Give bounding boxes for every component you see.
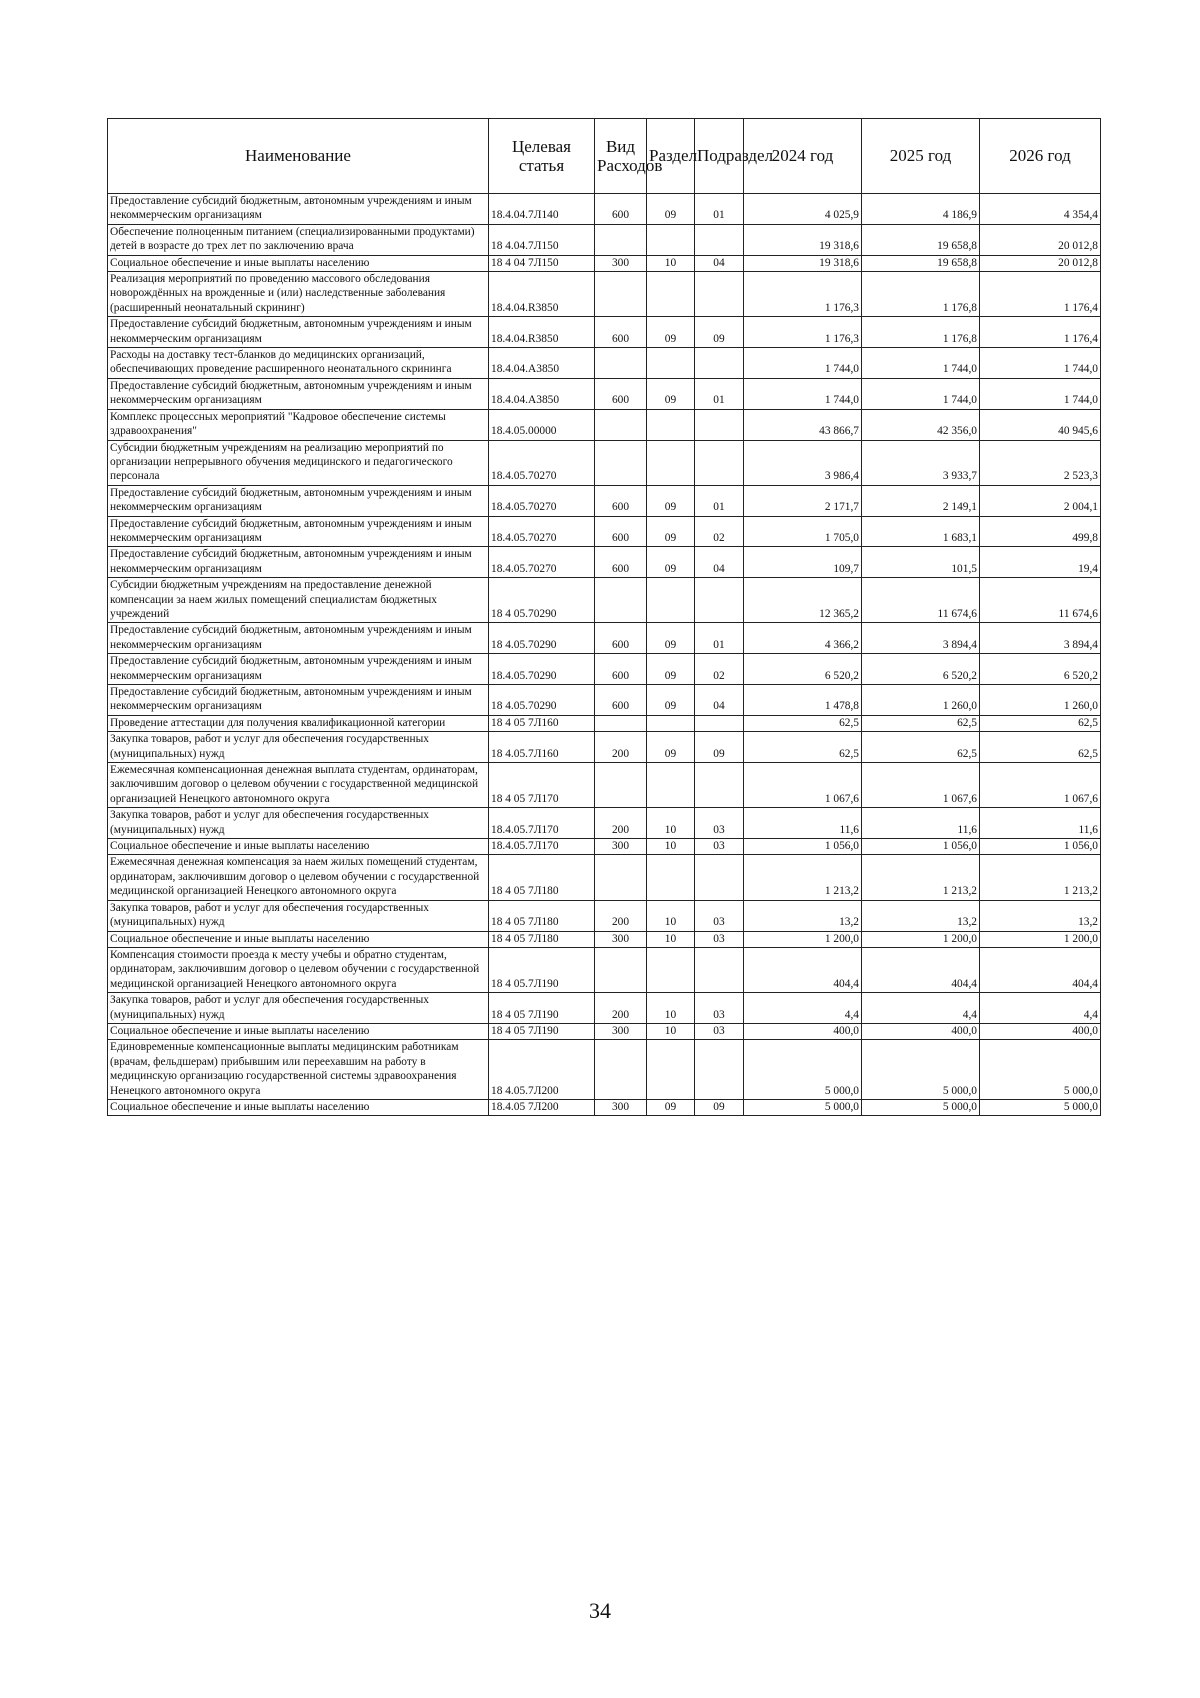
cell-type: 600 <box>595 485 647 516</box>
cell-y2026: 20 012,8 <box>980 224 1101 255</box>
cell-target: 18.4.05 7Л200 <box>489 1099 595 1115</box>
cell-type: 600 <box>595 547 647 578</box>
cell-name: Предоставление субсидий бюджетным, автономным учреждениям и иным некоммерческим организациям <box>108 317 489 348</box>
cell-y2025: 4,4 <box>862 993 980 1024</box>
cell-type: 300 <box>595 931 647 947</box>
cell-name: Реализация мероприятий по проведению массового обследования новорождённых на врожденные и (или) наследственные заболевания (расширенный неонатальный скрининг) <box>108 272 489 317</box>
cell-y2025: 62,5 <box>862 715 980 731</box>
cell-name: Социальное обеспечение и иные выплаты населению <box>108 1099 489 1115</box>
cell-y2024: 11,6 <box>744 808 862 839</box>
cell-y2026: 1 744,0 <box>980 348 1101 379</box>
table-row <box>108 1023 1101 1039</box>
cell-y2025: 19 658,8 <box>862 224 980 255</box>
header-section: Раздел <box>647 119 695 194</box>
table-row <box>108 715 1101 731</box>
cell-y2024: 2 171,7 <box>744 485 862 516</box>
cell-subsection <box>695 224 744 255</box>
cell-y2026: 19,4 <box>980 547 1101 578</box>
cell-target: 18.4.04.7Л140 <box>489 194 595 225</box>
cell-name: Предоставление субсидий бюджетным, автономным учреждениям и иным некоммерческим организациям <box>108 685 489 716</box>
cell-section: 09 <box>647 623 695 654</box>
cell-y2026: 6 520,2 <box>980 654 1101 685</box>
cell-y2025: 13,2 <box>862 900 980 931</box>
header-type: Вид Расходов <box>595 119 647 194</box>
cell-subsection: 03 <box>695 993 744 1024</box>
cell-name: Единовременные компенсационные выплаты медицинским работникам (врачам, фельдшерам) прибывшим или переехавшим на работу в медицинскую организацию государственной системы здравоохранения Ненецкого автономного округа <box>108 1040 489 1100</box>
cell-section <box>647 348 695 379</box>
cell-section: 09 <box>647 317 695 348</box>
cell-name: Предоставление субсидий бюджетным, автономным учреждениям и иным некоммерческим организациям <box>108 547 489 578</box>
cell-target: 18 4 05 7Л160 <box>489 715 595 731</box>
cell-y2024: 1 478,8 <box>744 685 862 716</box>
cell-name: Закупка товаров, работ и услуг для обеспечения государственных (муниципальных) нужд <box>108 993 489 1024</box>
cell-subsection: 02 <box>695 516 744 547</box>
cell-y2026: 4 354,4 <box>980 194 1101 225</box>
cell-name: Проведение аттестации для получения квалификационной категории <box>108 715 489 731</box>
cell-type: 300 <box>595 255 647 271</box>
cell-y2024: 109,7 <box>744 547 862 578</box>
cell-y2024: 3 986,4 <box>744 440 862 485</box>
table-body <box>108 194 1101 1116</box>
cell-y2026: 1 213,2 <box>980 855 1101 900</box>
cell-type <box>595 224 647 255</box>
table-row <box>108 623 1101 654</box>
cell-type <box>595 715 647 731</box>
cell-y2025: 101,5 <box>862 547 980 578</box>
cell-section <box>647 409 695 440</box>
table-row <box>108 1099 1101 1115</box>
cell-subsection: 01 <box>695 485 744 516</box>
cell-y2024: 1 200,0 <box>744 931 862 947</box>
cell-y2024: 4 366,2 <box>744 623 862 654</box>
cell-y2024: 1 744,0 <box>744 378 862 409</box>
table-row <box>108 763 1101 808</box>
cell-section: 09 <box>647 194 695 225</box>
page-number: 34 <box>589 1598 611 1623</box>
cell-name: Закупка товаров, работ и услуг для обеспечения государственных (муниципальных) нужд <box>108 900 489 931</box>
cell-y2026: 1 056,0 <box>980 839 1101 855</box>
cell-y2026: 400,0 <box>980 1023 1101 1039</box>
cell-y2026: 1 744,0 <box>980 378 1101 409</box>
cell-name: Социальное обеспечение и иные выплаты населению <box>108 255 489 271</box>
cell-y2025: 1 067,6 <box>862 763 980 808</box>
cell-y2025: 404,4 <box>862 947 980 992</box>
cell-section: 09 <box>647 732 695 763</box>
cell-y2025: 1 200,0 <box>862 931 980 947</box>
table-row <box>108 654 1101 685</box>
cell-subsection: 01 <box>695 194 744 225</box>
cell-section: 10 <box>647 1023 695 1039</box>
cell-y2026: 13,2 <box>980 900 1101 931</box>
cell-target: 18 4.05.70290 <box>489 623 595 654</box>
cell-subsection <box>695 578 744 623</box>
cell-y2025: 6 520,2 <box>862 654 980 685</box>
cell-y2024: 5 000,0 <box>744 1040 862 1100</box>
cell-type: 300 <box>595 839 647 855</box>
cell-target: 18 4.05.7Л200 <box>489 1040 595 1100</box>
cell-y2026: 1 260,0 <box>980 685 1101 716</box>
table-row <box>108 378 1101 409</box>
cell-section <box>647 440 695 485</box>
cell-y2025: 11,6 <box>862 808 980 839</box>
cell-target: 18 4.05.70290 <box>489 685 595 716</box>
cell-name: Ежемесячная денежная компенсация за наем жилых помещений студентам, ординаторам, заключившим договор о целевом обучении с государственной медицинской организацией Ненецкого автономного округа <box>108 855 489 900</box>
table-row <box>108 485 1101 516</box>
cell-type <box>595 348 647 379</box>
cell-target: 18.4.05.7Л170 <box>489 839 595 855</box>
cell-y2026: 499,8 <box>980 516 1101 547</box>
cell-y2024: 1 056,0 <box>744 839 862 855</box>
cell-type: 300 <box>595 1099 647 1115</box>
cell-y2024: 1 176,3 <box>744 317 862 348</box>
table-row <box>108 900 1101 931</box>
cell-subsection <box>695 409 744 440</box>
cell-section <box>647 272 695 317</box>
cell-name: Социальное обеспечение и иные выплаты населению <box>108 931 489 947</box>
cell-type: 300 <box>595 1023 647 1039</box>
cell-y2024: 62,5 <box>744 732 862 763</box>
cell-subsection <box>695 440 744 485</box>
cell-target: 18 4 05 7Л190 <box>489 993 595 1024</box>
cell-y2024: 5 000,0 <box>744 1099 862 1115</box>
cell-type <box>595 409 647 440</box>
header-2026: 2026 год <box>980 119 1101 194</box>
table-row <box>108 1040 1101 1100</box>
cell-type <box>595 763 647 808</box>
cell-subsection <box>695 272 744 317</box>
cell-subsection: 09 <box>695 1099 744 1115</box>
cell-subsection: 03 <box>695 808 744 839</box>
cell-y2025: 1 176,8 <box>862 317 980 348</box>
cell-target: 18 4 05 7Л190 <box>489 1023 595 1039</box>
cell-subsection: 09 <box>695 732 744 763</box>
table-row <box>108 194 1101 225</box>
cell-section: 09 <box>647 685 695 716</box>
cell-type <box>595 272 647 317</box>
cell-y2024: 62,5 <box>744 715 862 731</box>
cell-subsection: 04 <box>695 547 744 578</box>
cell-target: 18.4.04.А3850 <box>489 378 595 409</box>
cell-y2025: 1 744,0 <box>862 378 980 409</box>
cell-y2025: 11 674,6 <box>862 578 980 623</box>
cell-section <box>647 224 695 255</box>
cell-target: 18 4 05 7Л170 <box>489 763 595 808</box>
cell-y2025: 4 186,9 <box>862 194 980 225</box>
cell-section: 10 <box>647 255 695 271</box>
cell-y2025: 5 000,0 <box>862 1040 980 1100</box>
cell-subsection: 04 <box>695 255 744 271</box>
cell-subsection: 01 <box>695 378 744 409</box>
table-row <box>108 317 1101 348</box>
cell-section <box>647 715 695 731</box>
cell-y2026: 1 176,4 <box>980 272 1101 317</box>
cell-subsection <box>695 947 744 992</box>
cell-subsection <box>695 763 744 808</box>
cell-type <box>595 1040 647 1100</box>
cell-name: Предоставление субсидий бюджетным, автономным учреждениям и иным некоммерческим организациям <box>108 654 489 685</box>
cell-y2026: 62,5 <box>980 715 1101 731</box>
cell-name: Обеспечение полноценным питанием (специализированными продуктами) детей в возрасте до трех лет по заключению врача <box>108 224 489 255</box>
cell-target: 18 4 05 7Л180 <box>489 931 595 947</box>
cell-y2026: 404,4 <box>980 947 1101 992</box>
cell-section: 09 <box>647 485 695 516</box>
cell-type <box>595 578 647 623</box>
cell-name: Предоставление субсидий бюджетным, автономным учреждениям и иным некоммерческим организациям <box>108 378 489 409</box>
cell-type: 200 <box>595 732 647 763</box>
cell-y2026: 62,5 <box>980 732 1101 763</box>
cell-name: Ежемесячная компенсационная денежная выплата студентам, ординаторам, заключившим договор о целевом обучении с государственной медицинской организацией Ненецкого автономного округа <box>108 763 489 808</box>
cell-y2025: 1 683,1 <box>862 516 980 547</box>
cell-y2025: 42 356,0 <box>862 409 980 440</box>
cell-y2026: 2 523,3 <box>980 440 1101 485</box>
table-row <box>108 947 1101 992</box>
cell-target: 18 4.04.7Л150 <box>489 224 595 255</box>
cell-y2024: 43 866,7 <box>744 409 862 440</box>
cell-y2026: 5 000,0 <box>980 1040 1101 1100</box>
budget-table <box>107 118 1101 1116</box>
cell-y2024: 4,4 <box>744 993 862 1024</box>
cell-name: Предоставление субсидий бюджетным, автономным учреждениям и иным некоммерческим организациям <box>108 194 489 225</box>
cell-section <box>647 578 695 623</box>
cell-target: 18.4.05.00000 <box>489 409 595 440</box>
cell-target: 18 4 04 7Л150 <box>489 255 595 271</box>
cell-section <box>647 1040 695 1100</box>
cell-section: 10 <box>647 993 695 1024</box>
cell-name: Закупка товаров, работ и услуг для обеспечения государственных (муниципальных) нужд <box>108 732 489 763</box>
cell-subsection <box>695 715 744 731</box>
header-2024: 2024 год <box>744 119 862 194</box>
cell-section <box>647 763 695 808</box>
cell-type: 200 <box>595 993 647 1024</box>
cell-section <box>647 947 695 992</box>
cell-y2026: 3 894,4 <box>980 623 1101 654</box>
cell-subsection: 03 <box>695 1023 744 1039</box>
cell-name: Компенсация стоимости проезда к месту учебы и обратно студентам, ординаторам, заключившим договор о целевом обучении с государственной медицинской организацией Ненецкого автономного округа <box>108 947 489 992</box>
cell-name: Предоставление субсидий бюджетным, автономным учреждениям и иным некоммерческим организациям <box>108 516 489 547</box>
cell-section: 10 <box>647 931 695 947</box>
cell-y2025: 1 213,2 <box>862 855 980 900</box>
cell-subsection: 04 <box>695 685 744 716</box>
table-row <box>108 409 1101 440</box>
table-row <box>108 931 1101 947</box>
cell-name: Предоставление субсидий бюджетным, автономным учреждениям и иным некоммерческим организациям <box>108 485 489 516</box>
cell-y2025: 62,5 <box>862 732 980 763</box>
table-row <box>108 224 1101 255</box>
cell-section <box>647 855 695 900</box>
header-subsection: Подраздел <box>695 119 744 194</box>
table-row <box>108 993 1101 1024</box>
header-name: Наименование <box>108 119 489 194</box>
cell-y2025: 1 056,0 <box>862 839 980 855</box>
cell-section: 09 <box>647 547 695 578</box>
cell-target: 18 4 05 7Л180 <box>489 855 595 900</box>
cell-y2024: 404,4 <box>744 947 862 992</box>
cell-type <box>595 947 647 992</box>
cell-type: 600 <box>595 685 647 716</box>
cell-name: Предоставление субсидий бюджетным, автономным учреждениям и иным некоммерческим организациям <box>108 623 489 654</box>
cell-y2025: 5 000,0 <box>862 1099 980 1115</box>
cell-subsection: 09 <box>695 317 744 348</box>
cell-y2025: 2 149,1 <box>862 485 980 516</box>
cell-section: 09 <box>647 516 695 547</box>
cell-subsection: 02 <box>695 654 744 685</box>
cell-y2026: 40 945,6 <box>980 409 1101 440</box>
cell-y2026: 4,4 <box>980 993 1101 1024</box>
table-row <box>108 685 1101 716</box>
cell-subsection <box>695 855 744 900</box>
cell-subsection: 01 <box>695 623 744 654</box>
cell-subsection: 03 <box>695 900 744 931</box>
cell-y2024: 400,0 <box>744 1023 862 1039</box>
cell-target: 18.4.04.R3850 <box>489 272 595 317</box>
cell-y2026: 1 200,0 <box>980 931 1101 947</box>
cell-type <box>595 440 647 485</box>
cell-target: 18 4 05.70290 <box>489 578 595 623</box>
cell-type: 600 <box>595 654 647 685</box>
cell-type: 200 <box>595 900 647 931</box>
cell-y2025: 1 260,0 <box>862 685 980 716</box>
cell-target: 18.4.05.70270 <box>489 485 595 516</box>
table-row <box>108 808 1101 839</box>
cell-name: Субсидии бюджетным учреждениям на предоставление денежной компенсации за наем жилых помещений специалистам бюджетных учреждений <box>108 578 489 623</box>
cell-target: 18.4.04.R3850 <box>489 317 595 348</box>
cell-name: Закупка товаров, работ и услуг для обеспечения государственных (муниципальных) нужд <box>108 808 489 839</box>
cell-type: 600 <box>595 317 647 348</box>
cell-target: 18.4.05.7Л170 <box>489 808 595 839</box>
table-row <box>108 440 1101 485</box>
header-2025: 2025 год <box>862 119 980 194</box>
cell-subsection: 03 <box>695 839 744 855</box>
cell-y2024: 4 025,9 <box>744 194 862 225</box>
cell-y2026: 11 674,6 <box>980 578 1101 623</box>
cell-section: 09 <box>647 378 695 409</box>
cell-target: 18.4.05.70270 <box>489 547 595 578</box>
cell-y2025: 3 894,4 <box>862 623 980 654</box>
cell-type: 600 <box>595 516 647 547</box>
cell-y2026: 2 004,1 <box>980 485 1101 516</box>
table-row <box>108 547 1101 578</box>
cell-name: Расходы на доставку тест-бланков до медицинских организаций, обеспечивающих проведение расширенного неонатального скрининга <box>108 348 489 379</box>
cell-y2026: 11,6 <box>980 808 1101 839</box>
cell-type: 600 <box>595 378 647 409</box>
cell-target: 18.4.05.70270 <box>489 516 595 547</box>
cell-target: 18 4.05.7Л160 <box>489 732 595 763</box>
table-row <box>108 272 1101 317</box>
cell-subsection <box>695 1040 744 1100</box>
cell-section: 09 <box>647 1099 695 1115</box>
cell-name: Социальное обеспечение и иные выплаты населению <box>108 839 489 855</box>
cell-type <box>595 855 647 900</box>
cell-y2024: 6 520,2 <box>744 654 862 685</box>
cell-y2025: 3 933,7 <box>862 440 980 485</box>
cell-target: 18.4.04.А3850 <box>489 348 595 379</box>
cell-y2024: 1 067,6 <box>744 763 862 808</box>
cell-y2026: 1 067,6 <box>980 763 1101 808</box>
cell-y2024: 12 365,2 <box>744 578 862 623</box>
cell-subsection <box>695 348 744 379</box>
cell-y2024: 19 318,6 <box>744 255 862 271</box>
table-row <box>108 732 1101 763</box>
cell-y2026: 5 000,0 <box>980 1099 1101 1115</box>
cell-y2025: 1 176,8 <box>862 272 980 317</box>
cell-section: 10 <box>647 808 695 839</box>
cell-name: Социальное обеспечение и иные выплаты населению <box>108 1023 489 1039</box>
cell-y2024: 1 176,3 <box>744 272 862 317</box>
cell-section: 09 <box>647 654 695 685</box>
cell-target: 18.4.05.70290 <box>489 654 595 685</box>
table-row <box>108 348 1101 379</box>
cell-y2026: 20 012,8 <box>980 255 1101 271</box>
table-header-row <box>108 119 1101 194</box>
table-row <box>108 855 1101 900</box>
cell-y2024: 13,2 <box>744 900 862 931</box>
cell-y2024: 1 705,0 <box>744 516 862 547</box>
cell-section: 10 <box>647 900 695 931</box>
cell-subsection: 03 <box>695 931 744 947</box>
cell-name: Комплекс процессных мероприятий "Кадровое обеспечение системы здравоохранения" <box>108 409 489 440</box>
table-row <box>108 516 1101 547</box>
cell-type: 600 <box>595 623 647 654</box>
cell-y2024: 19 318,6 <box>744 224 862 255</box>
cell-target: 18.4.05.70270 <box>489 440 595 485</box>
table-row <box>108 839 1101 855</box>
table-row <box>108 578 1101 623</box>
cell-type: 200 <box>595 808 647 839</box>
cell-name: Субсидии бюджетным учреждениям на реализацию мероприятий по организации непрерывного обучения медицинского и педагогического персонала <box>108 440 489 485</box>
cell-y2024: 1 744,0 <box>744 348 862 379</box>
cell-section: 10 <box>647 839 695 855</box>
cell-type: 600 <box>595 194 647 225</box>
cell-y2026: 1 176,4 <box>980 317 1101 348</box>
cell-y2025: 1 744,0 <box>862 348 980 379</box>
cell-target: 18 4 05 7Л180 <box>489 900 595 931</box>
cell-y2024: 1 213,2 <box>744 855 862 900</box>
header-target: Целевая статья <box>489 119 595 194</box>
cell-target: 18 4 05.7Л190 <box>489 947 595 992</box>
cell-y2025: 400,0 <box>862 1023 980 1039</box>
table-row <box>108 255 1101 271</box>
cell-y2025: 19 658,8 <box>862 255 980 271</box>
